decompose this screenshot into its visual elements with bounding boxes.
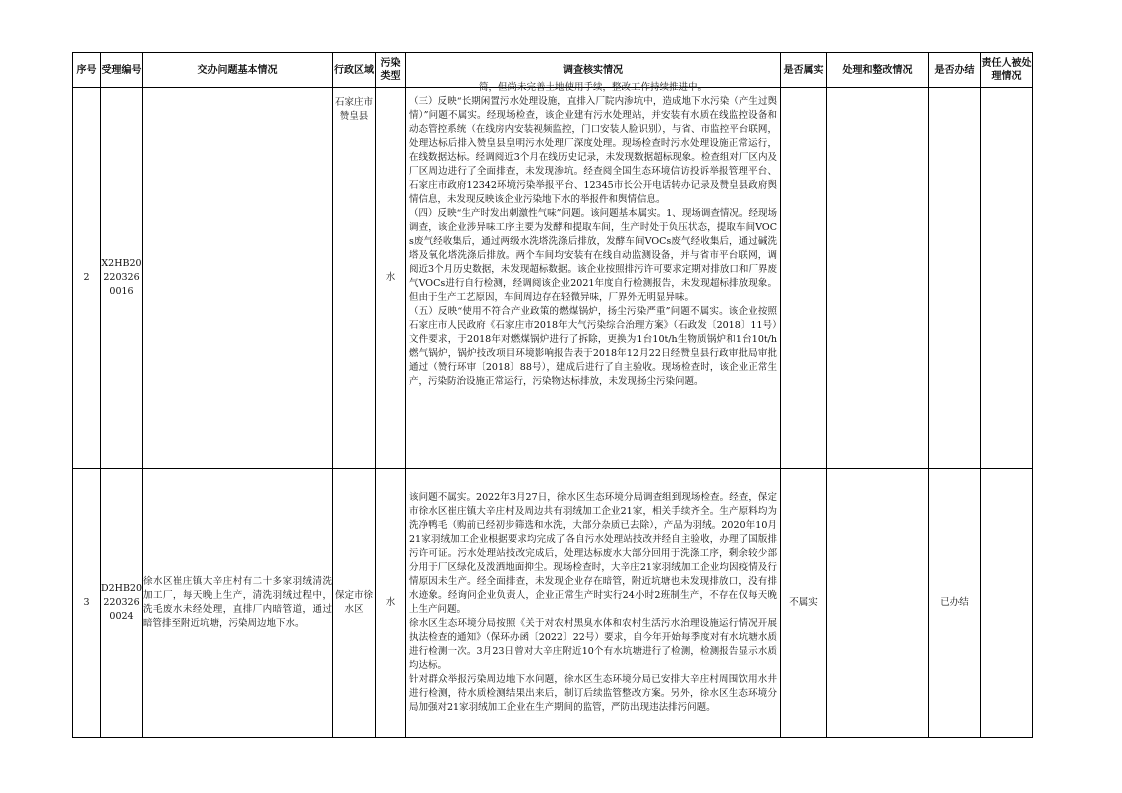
row-investigation: [406, 469, 781, 738]
investigation-paragraph: （四）反映“生产时发出刺激性气味”问题。该问题基本属实。1、现场调查情况。经现场调查，该企业涉异味工序主要为发酵和提取车间，生产时处于负压状态，提取车间VOCs废气经收集后，通过两级水洗塔洗涤后排放，发酵车间VOCs废气经收集后，通过碱洗塔及氧化塔洗涤后排放。两个车间均安装有在线自动监测设备，并与省市平台联网，调阅近3个月历史数据，未发现超标数据。该企业按照排污许可要求定期对排放口和厂界废气VOCs进行自行检测，经调阅该企业2021年度自行检测报告，未发现超标排放现象。但由于生产工艺原因，车间周边存在轻微异味，厂界外无明显异味。: [409, 208, 777, 303]
row-district: 石家庄市赞皇县: [333, 88, 376, 469]
header-seq: 序号: [73, 53, 101, 88]
investigation-paragraph: 徐水区生态环境分局按照《关于对农村黑臭水体和农村生活污水治理设施运行情况开展执法检查的通知》（保环办函〔2022〕22号）要求，自今年开始每季度对有水坑塘水质进行检测一次。3月23日曾对大辛庄附近10个有水坑塘进行了检测，检测报告显示水质均达标。: [409, 618, 777, 671]
row-accept-no: D2HB20220326 0024: [101, 469, 143, 738]
row-pollution: 水: [376, 469, 406, 738]
investigation-text: [406, 81, 780, 451]
investigation-paragraph: 该问题不属实。2022年3月27日，徐水区生态环境分局调查组到现场检查。经查，保定市徐水区崔庄镇大辛庄村及周边共有羽绒加工企业21家，相关手续齐全。生产原料均为洗净鸭毛（购前已经初步筛选和水洗，大部分杂质已去除），产品为羽绒。2020年10月21家羽绒加工企业根据要求均完成了各自污水处理站技改并经自主验收，办理了国版排污许可证。污水处理站技改完成后，处理达标废水大部分回用于洗涤工序，剩余较少部分用于厂区绿化及泼洒地面抑尘。现场检查时，大辛庄21家羽绒加工企业均因疫情及行情原因未生产。经全面排查，未发现企业存在暗管，附近坑塘也未发现排放口，没有排水迹象。经询问企业负责人，企业正常生产时实行24小时2班制生产，不存在仅每天晚上生产问题。: [409, 492, 777, 615]
header-responsible: 责任人被处理情况: [981, 53, 1033, 88]
investigation-paragraph: （五）反映“使用不符合产业政策的燃煤锅炉，扬尘污染严重”问题不属实。该企业按照石家庄市人民政府《石家庄市2018年大气污染综合治理方案》（石政发〔2018〕11号）文件要求，于2018年对燃煤锅炉进行了拆除，更换为1台10t/h生物质锅炉和1台10t/h燃气锅炉，锅炉技改项目环境影响报告表于2018年12月22日经赞皇县行政审批局审批通过（赞行环审〔2018〕88号），建成后进行了自主验收。现场检查时，该企业正常生产，污染防治设施正常运行，污染物达标排放，未发现扬尘污染问题。: [409, 306, 777, 387]
investigation-clipped-line: 简，但尚未完善土地使用手续，整改工作持续推进中。: [478, 82, 707, 93]
header-investigation: 调查核实情况: [406, 53, 781, 88]
investigation-text: [406, 491, 780, 715]
row-investigation: [406, 82, 781, 469]
investigation-paragraph: 针对群众举报污染周边地下水问题，徐水区生态环境分局已安排大辛庄村周围饮用水井进行检测，待水质检测结果出来后，制订后续监管整改方案。另外，徐水区生态环境分局加强对21家羽绒加工企业在生产期间的监管，严防出现违法排污问题。: [409, 674, 777, 713]
row-verified: [781, 88, 827, 469]
header-accept-no: 受理编号: [101, 53, 143, 88]
investigation-paragraph: （三）反映“长期闲置污水处理设施，直排入厂院内渗坑中，造成地下水污染（产生过舆情）”问题不属实。经现场检查，该企业建有污水处理站，并安装有水质在线监控设备和动态管控系统（在线房内安装视频监控，门口安装人脸识别），与省、市监控平台联网，处理达标后排入赞皇县皇明污水处理厂深度处理。现场检查时污水处理设施正常运行，在线数据达标。经调阅近3个月在线历史记录，未发现数据超标现象。检查组对厂区内及厂区周边进行了全面排查，未发现渗坑。经查阅全国生态环境信访投诉举报管理平台、石家庄市政府12342环境污染举报平台、12345市长公开电话转办记录及赞皇县政府舆情信息，未发现反映该企业污染地下水的举报件和舆情信息。: [409, 96, 777, 205]
header-handling: 处理和整改情况: [827, 53, 929, 88]
row-basic: 徐水区崔庄镇大辛庄村有二十多家羽绒清洗加工厂，每天晚上生产，清洗羽绒过程中，洗毛废水未经处理，直排厂内暗管道，通过暗管排至附近坑塘，污染周边地下水。: [143, 469, 333, 738]
table-row: [73, 469, 1033, 738]
row-seq: 2: [73, 88, 101, 469]
row-closed: 已办结: [929, 469, 981, 738]
row-seq: 3: [73, 469, 101, 738]
table-row: [73, 88, 1033, 469]
header-district: 行政区域: [333, 53, 376, 88]
header-pollution: 污染类型: [376, 53, 406, 88]
header-closed: 是否办结: [929, 53, 981, 88]
row-accept-no: X2HB20220326 0016: [101, 88, 143, 469]
header-verified: 是否属实: [781, 53, 827, 88]
row-handling: [827, 469, 929, 738]
row-district: 保定市徐水区: [333, 469, 376, 738]
row-handling: [827, 88, 929, 469]
row-basic: [143, 88, 333, 469]
complaint-table: [72, 52, 1033, 738]
row-closed: [929, 88, 981, 469]
header-basic: 交办问题基本情况: [143, 53, 333, 88]
row-responsible: [981, 88, 1033, 469]
row-responsible: [981, 469, 1033, 738]
row-verified: 不属实: [781, 469, 827, 738]
row-pollution: 水: [376, 88, 406, 469]
